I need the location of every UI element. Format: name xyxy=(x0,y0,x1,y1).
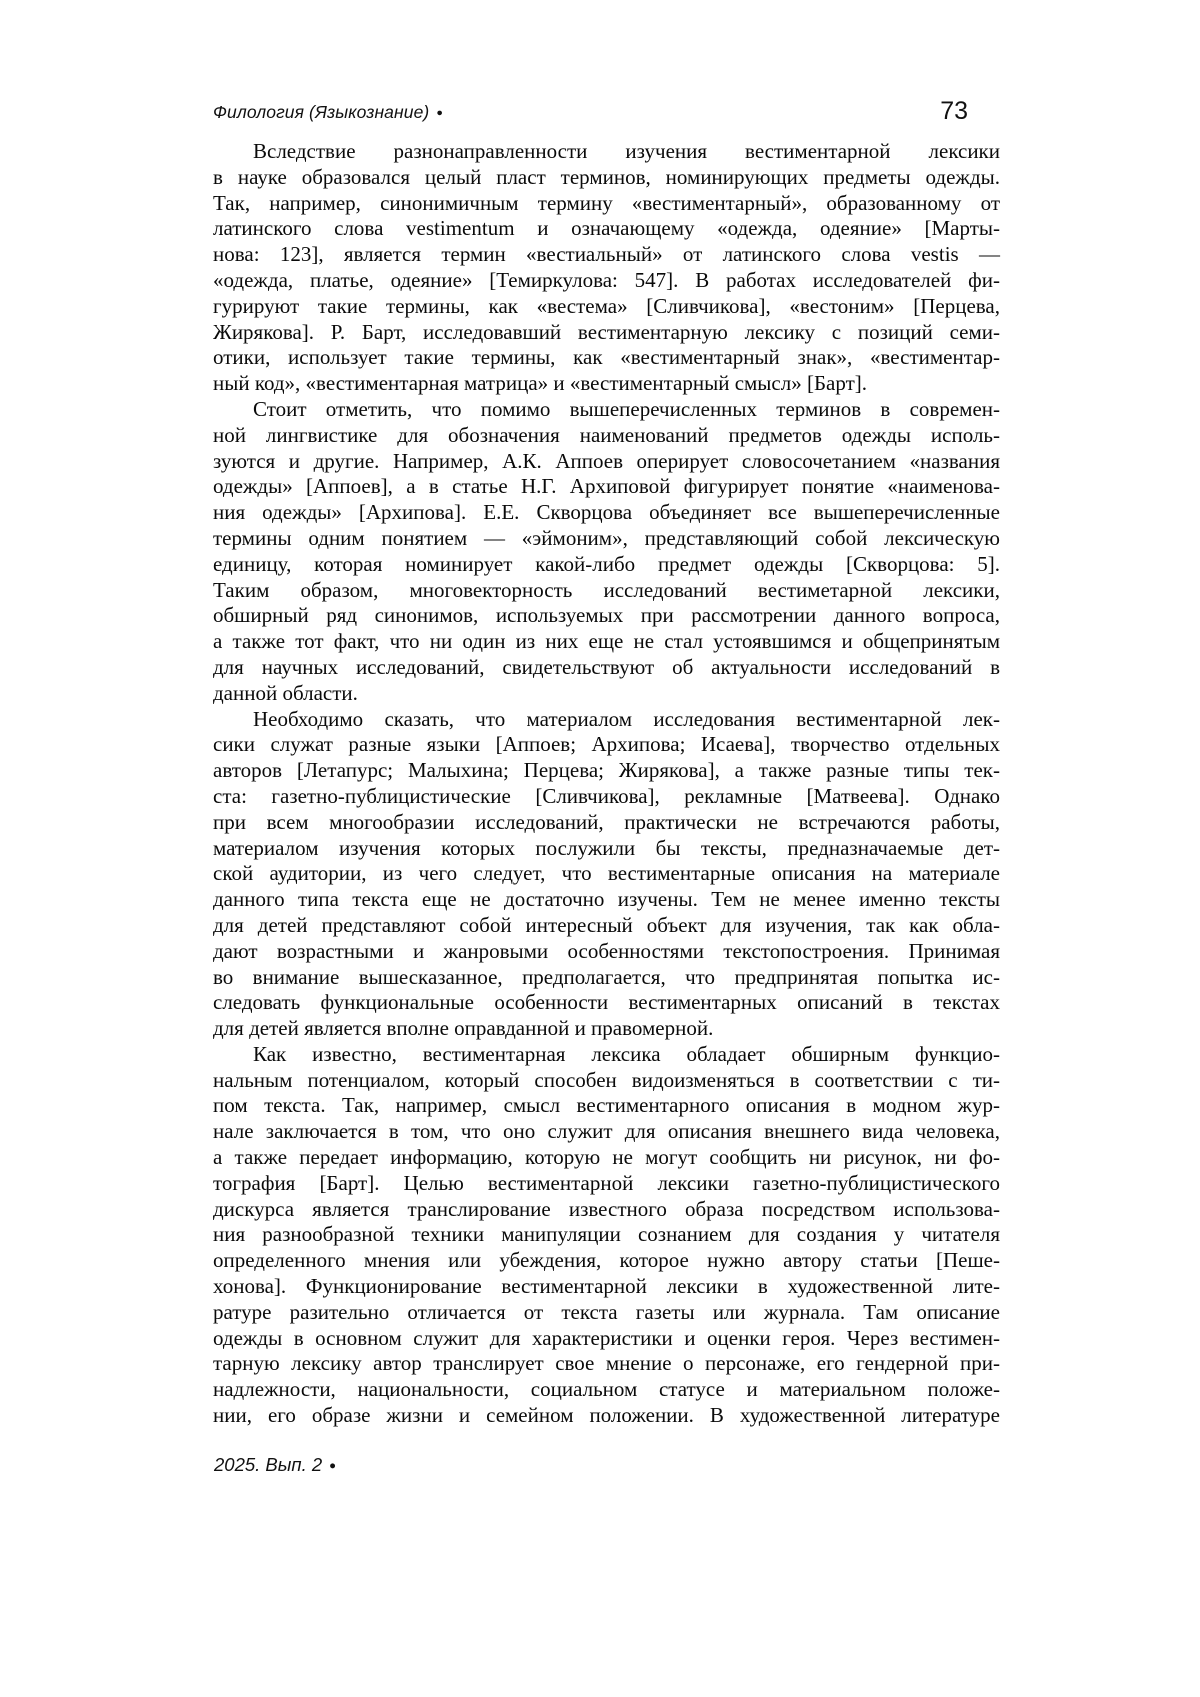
article-body xyxy=(213,139,1000,1429)
text-line: единицу, которая номинирует какой-либо предмет одежды [Скворцова: 5]. xyxy=(213,551,1000,576)
text-line: нале заключается в том, что оно служит для описания внешнего вида человека, xyxy=(213,1119,1000,1144)
text-line: гурируют такие термины, как «вестема» [Сливчикова], «вестоним» [Перцева, xyxy=(213,293,1000,318)
text-line: ный код», «вестиментарная матрица» и «вестиментарный смысл» [Барт]. xyxy=(213,371,867,396)
text-line: ния разнообразной техники манипуляции сознанием для создания у читателя xyxy=(213,1222,1000,1247)
text-line: данной области. xyxy=(213,680,358,705)
text-line: при всем многообразии исследований, практически не встречаются работы, xyxy=(213,809,1000,834)
running-head xyxy=(213,102,443,123)
text-line: авторов [Летапурс; Малыхина; Перцева; Жирякова], а также разные типы тек- xyxy=(213,758,1000,783)
text-line: для детей является вполне оправданной и правомерной. xyxy=(213,1016,714,1041)
text-line: зуются и другие. Например, А.К. Аппоев оперирует словосочетанием «названия xyxy=(213,448,1000,473)
text-line: ния одежды» [Архипова]. Е.Е. Скворцова объединяет все вышеперечисленные xyxy=(213,500,1000,525)
text-line: определенного мнения или убеждения, которое нужно автору статьи [Пеше- xyxy=(213,1248,1000,1273)
text-line: в науке образовался целый пласт терминов, номинирующих предметы одежды. xyxy=(213,164,1000,189)
page-number: 73 xyxy=(940,97,968,125)
text-line: ской аудитории, из чего следует, что вестиментарные описания на материале xyxy=(213,861,1000,886)
footer-issue-label: 2025. Вып. 2 xyxy=(214,1454,323,1475)
text-line: во внимание вышесказанное, предполагается, что предпринятая попытка ис- xyxy=(213,964,1000,989)
text-line: Вследствие разнонаправленности изучения вестиментарной лексики xyxy=(253,139,1000,163)
bullet-icon: ● xyxy=(329,1460,337,1473)
text-line: Таким образом, многовекторность исследований вестиметарной лексики, xyxy=(213,577,1000,602)
text-line: ратуре разительно отличается от текста газеты или журнала. Там описание xyxy=(213,1299,1000,1324)
text-line: дают возрастными и жанровыми особенностями текстопостроения. Принимая xyxy=(213,938,1000,963)
text-line: а также тот факт, что ни один из них еще не стал устоявшимся и общепринятым xyxy=(213,629,1000,654)
text-line: нии, его образе жизни и семейном положении. В художественной литературе xyxy=(213,1403,1000,1428)
text-line: одежды» [Аппоев], а в статье Н.Г. Архиповой фигурирует понятие «наименова- xyxy=(213,474,1000,499)
text-line: термины одним понятием — «эймоним», представляющий собой лексическую xyxy=(213,525,1000,550)
page-footer xyxy=(214,1454,336,1476)
text-line: Стоит отметить, что помимо вышеперечисленных терминов в современ- xyxy=(253,396,1000,421)
text-line: следовать функциональные особенности вестиментарных описаний в текстах xyxy=(213,990,1000,1015)
text-line: пом текста. Так, например, смысл вестиментарного описания в модном жур- xyxy=(213,1093,1000,1118)
text-line: Так, например, синонимичным термину «вестиментарный», образованному от xyxy=(213,190,1000,215)
bullet-icon: ● xyxy=(436,107,443,120)
text-line: обширный ряд синонимов, используемых при рассмотрении данного вопроса, xyxy=(213,603,1000,628)
text-line: нова: 123], является термин «вестиальный» от латинского слова vestis — xyxy=(213,242,1000,267)
text-line: для научных исследований, свидетельствуют об актуальности исследований в xyxy=(213,654,1000,679)
text-line: ста: газетно-публицистические [Сливчикова], рекламные [Матвеева]. Однако xyxy=(213,783,1000,808)
text-line: «одежда, платье, одеяние» [Темиркулова: 547]. В работах исследователей фи- xyxy=(213,267,1000,292)
text-line: тарную лексику автор транслирует свое мнение о персонаже, его гендерной при- xyxy=(213,1351,1000,1376)
text-line: хонова]. Функционирование вестиментарной лексики в художественной лите- xyxy=(213,1274,1000,1299)
text-line: отики, использует такие термины, как «вестиментарный знак», «вестиментар- xyxy=(213,345,1000,370)
text-line: одежды в основном служит для характеристики и оценки героя. Через вестимен- xyxy=(213,1325,1000,1350)
text-line: ной лингвистике для обозначения наименований предметов одежды исполь- xyxy=(213,422,1000,447)
text-line: надлежности, национальности, социальном статусе и материальном положе- xyxy=(213,1377,1000,1402)
running-head-title: Филология (Языкознание) xyxy=(213,102,430,122)
text-line: Как известно, вестиментарная лексика обладает обширным функцио- xyxy=(253,1041,1000,1066)
text-line: дискурса является транслирование известного образа посредством использова- xyxy=(213,1196,1000,1221)
text-line: данного типа текста еще не достаточно изучены. Тем не менее именно тексты xyxy=(213,887,1000,912)
text-line: а также передает информацию, которую не могут сообщить ни рисунок, ни фо- xyxy=(213,1145,1000,1170)
text-line: материалом изучения которых послужили бы тексты, предназначаемые дет- xyxy=(213,835,1000,860)
text-line: латинского слова vestimentum и означающему «одежда, одеяние» [Марты- xyxy=(213,216,1000,241)
text-line: Жирякова]. Р. Барт, исследовавший вестиментарную лексику с позиций семи- xyxy=(213,319,1000,344)
text-line: тография [Барт]. Целью вестиментарной лексики газетно-публицистического xyxy=(213,1170,1000,1195)
text-line: сики служат разные языки [Аппоев; Архипова; Исаева], творчество отдельных xyxy=(213,732,1000,757)
text-line: Необходимо сказать, что материалом исследования вестиментарной лек- xyxy=(253,706,1000,731)
text-line: для детей представляют собой интересный объект для изучения, так как обла- xyxy=(213,912,1000,937)
text-line: нальным потенциалом, который способен видоизменяться в соответствии с ти- xyxy=(213,1067,1000,1092)
